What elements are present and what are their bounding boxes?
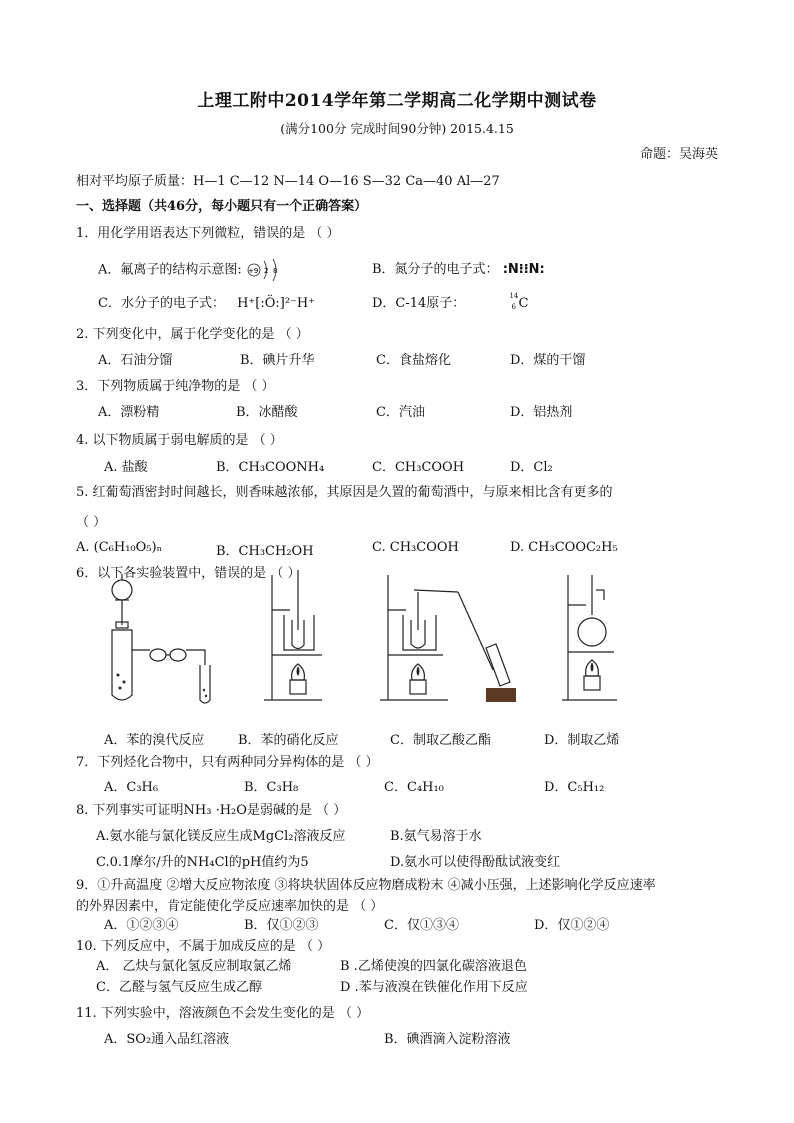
question-8-stem: 8. 下列事实可证明NH₃ ·H₂O是弱碱的是 （ ） — [76, 803, 347, 818]
question-9-stem-continued: 的外界因素中，肯定能使化学反应速率加快的是 （ ） — [76, 899, 384, 914]
atomic-mass-line: 相对平均原子质量：H—1 C—12 N—14 O—16 S—32 Ca—40 Al—27 — [76, 174, 500, 189]
question-5-option-a: A. (C₆H₁₀O₅)ₙ — [76, 540, 163, 555]
question-1-option-c — [98, 292, 315, 311]
question-3-stem: 3．下列物质属于纯净物的是 （ ） — [76, 379, 275, 394]
question-4-option-b: B．CH₃COONH₄ — [216, 460, 325, 475]
question-7-stem: 7．下列烃化合物中，只有两种同分异构体的是 （ ） — [76, 755, 379, 770]
question-9-option-c: C．仅①③④ — [384, 918, 459, 933]
question-6-option-c: C．制取乙酸乙酯 — [390, 733, 491, 748]
question-6-option-a: A．苯的溴代反应 — [104, 733, 205, 748]
question-9-option-d: D．仅①②④ — [534, 918, 610, 933]
question-3-option-a: A．漂粉精 — [98, 405, 160, 420]
question-6-option-d: D．制取乙烯 — [544, 733, 620, 748]
question-2-option-d: D．煤的干馏 — [510, 353, 586, 368]
question-5-option-d: D. CH₃COOC₂H₅ — [510, 540, 618, 555]
exam-title: 上理工附中2014学年第二学期高二化学期中测试卷 — [197, 91, 597, 111]
option-c-text: C．水分子的电子式： — [98, 296, 225, 311]
question-6-option-b: B．苯的硝化反应 — [238, 733, 339, 748]
apparatus-b-icon — [262, 570, 332, 710]
question-8-option-a: A.氨水能与氯化镁反应生成MgCl₂溶液反应 — [96, 829, 346, 844]
question-3-option-d: D．铝热剂 — [510, 405, 573, 420]
question-9-stem: 9．①升高温度 ②增大反应物浓度 ③将块状固体反应物磨成粉末 ④减小压强，上述影响化学反应速率 — [76, 878, 656, 893]
question-10-option-d: D .苯与液溴在铁催化作用下反应 — [340, 980, 528, 995]
question-7-option-b: B．C₃H₈ — [244, 780, 299, 795]
mass-number: 14 — [509, 291, 519, 300]
question-5-stem: 5. 红葡萄酒密封时间越长，则香味越浓郁，其原因是久置的葡萄酒中，与原来相比含有更多的 — [76, 485, 613, 500]
question-8-option-b: B.氨气易溶于水 — [390, 829, 482, 844]
apparatus-d-icon — [562, 570, 622, 710]
question-5-paren: （ ） — [76, 515, 107, 530]
atomic-number: 6 — [511, 302, 516, 311]
exam-author: 命题：吴海英 — [639, 147, 718, 162]
question-1-option-a — [98, 258, 286, 282]
question-3-option-c: C．汽油 — [376, 405, 425, 420]
water-electron-formula: H⁺[:Ö:]²⁻H⁺ — [237, 296, 316, 311]
element-symbol: C — [518, 295, 529, 311]
option-d-text: D．C-14原子： — [372, 296, 466, 311]
question-11-stem: 11. 下列实验中，溶液颜色不会发生变化的是 （ ） — [76, 1006, 370, 1021]
question-2-option-b: B．碘片升华 — [240, 353, 315, 368]
section-heading: 一、选择题（共46分，每小题只有一个正确答案） — [76, 199, 368, 214]
question-2-stem: 2. 下列变化中，属于化学变化的是 （ ） — [76, 327, 309, 342]
question-4-option-c: C．CH₃COOH — [372, 460, 465, 475]
svg-text:+9: +9 — [247, 267, 259, 275]
question-4-option-a: A. 盐酸 — [104, 460, 148, 475]
nitrogen-electron-formula: :N⁝⁝N: — [502, 262, 545, 277]
question-8-option-d: D.氨水可以使得酚酞试液变红 — [390, 855, 561, 870]
question-2-option-a: A．石油分馏 — [98, 353, 173, 368]
question-10-option-c: C．乙醛与氢气反应生成乙醇 — [96, 980, 262, 995]
question-3-option-b: B．冰醋酸 — [236, 405, 298, 420]
question-10-stem: 10. 下列反应中，不属于加成反应的是 （ ） — [76, 939, 331, 954]
question-7-option-d: D．C₅H₁₂ — [544, 780, 605, 795]
question-9-option-a: A．①②③④ — [104, 918, 179, 933]
question-8-option-c: C.0.1摩尔/升的NH₄Cl的pH值约为5 — [96, 855, 309, 870]
question-11-option-b: B．碘酒滴入淀粉溶液 — [384, 1032, 511, 1047]
svg-text:2: 2 — [263, 267, 269, 275]
question-5-option-c: C. CH₃COOH — [372, 540, 459, 555]
question-2-option-c: C．食盐熔化 — [376, 353, 451, 368]
question-4-option-d: D．Cl₂ — [510, 460, 553, 475]
question-7-option-a: A．C₃H₆ — [104, 780, 159, 795]
svg-text:8: 8 — [272, 267, 278, 275]
question-10-option-b: B .乙烯使溴的四氯化碳溶液退色 — [340, 959, 527, 974]
question-1-stem: 1．用化学用语表达下列微粒，错误的是 （ ） — [76, 226, 340, 241]
question-5-option-b: B．CH₃CH₂OH — [216, 544, 314, 559]
carbon-14-notation — [509, 291, 539, 312]
fluoride-ion-structure-icon — [246, 258, 286, 282]
question-7-option-c: C．C₄H₁₀ — [384, 780, 444, 795]
question-1-option-d — [372, 292, 539, 312]
apparatus-c-icon — [378, 570, 518, 710]
option-a-text: A．氟离子的结构示意图: — [98, 262, 242, 278]
question-9-option-b: B．仅①②③ — [244, 918, 319, 933]
apparatus-a-icon — [100, 570, 230, 710]
question-11-option-a: A．SO₂通入品红溶液 — [104, 1032, 230, 1047]
question-6-stem: 6．以下各实验装置中，错误的是 （ ） — [76, 566, 301, 581]
question-10-option-a: A． 乙炔与氯化氢反应制取氯乙烯 — [96, 959, 292, 974]
question-4-stem: 4. 以下物质属于弱电解质的是 （ ） — [76, 433, 283, 448]
question-1-option-b — [372, 258, 545, 277]
option-b-text: B．氮分子的电子式： — [372, 262, 499, 277]
exam-subtitle: (满分100分 完成时间90分钟) 2015.4.15 — [280, 121, 514, 136]
